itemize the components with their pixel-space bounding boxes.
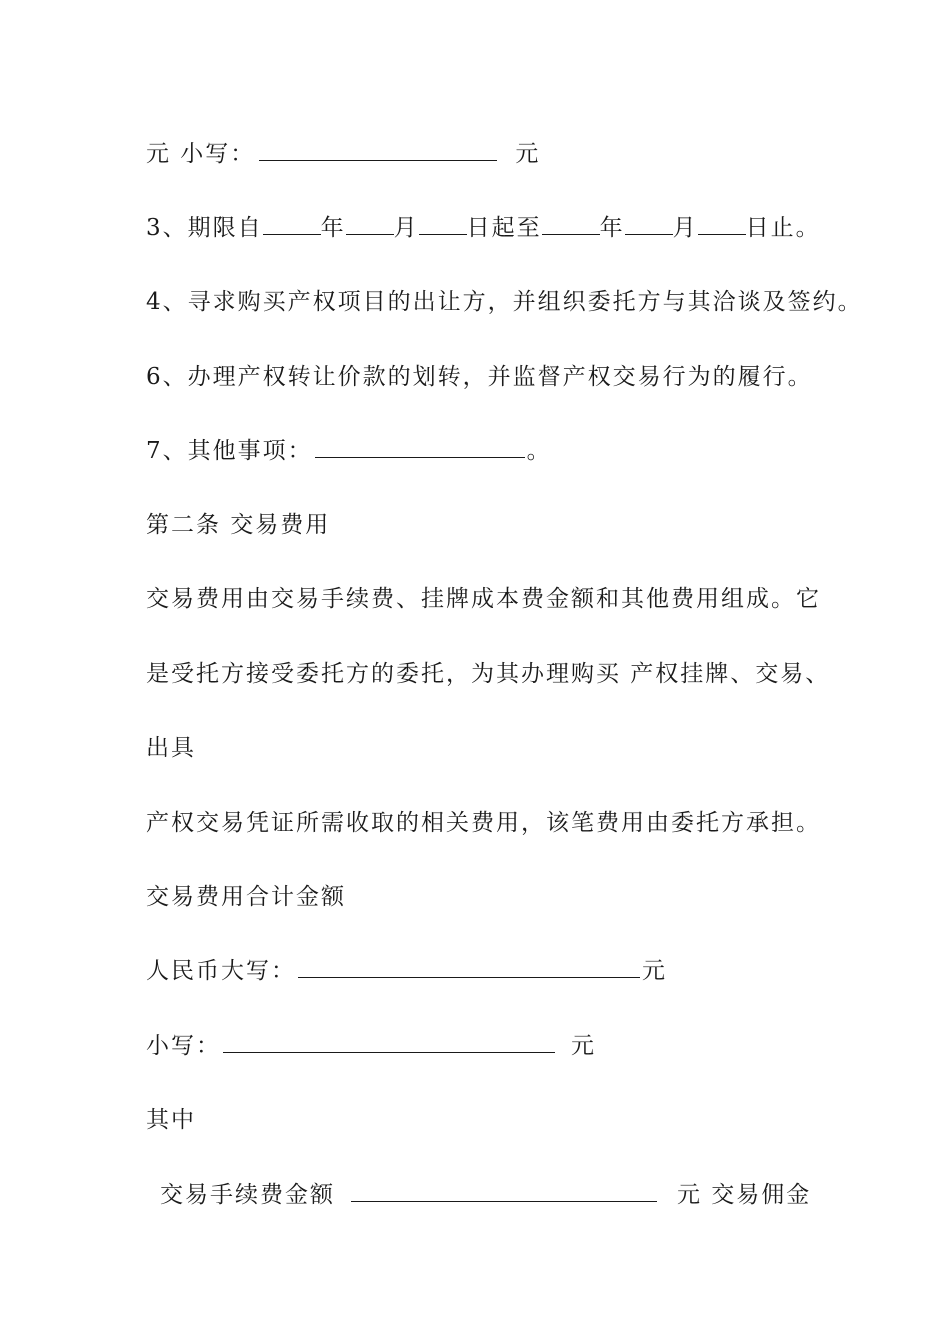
section-heading: 第二条 交易费用	[146, 512, 331, 538]
currency-unit: 元	[642, 958, 667, 984]
other-matters-label: 7、其他事项：	[146, 438, 313, 464]
amount-uppercase-blank[interactable]	[298, 957, 640, 978]
term-to-label: 日起至	[466, 215, 542, 241]
term-period-line	[146, 213, 821, 243]
clause-item-4: 4、寻求购买产权项目的出让方，并组织委托方与其洽谈及签约。	[146, 289, 863, 315]
amount-lowercase-line-2	[146, 1031, 596, 1061]
clause-item-6: 6、办理产权转让价款的划转，并监督产权交易行为的履行。	[146, 364, 813, 390]
amount-uppercase-label: 人民币大写：	[146, 958, 296, 984]
amount-lowercase-blank[interactable]	[223, 1032, 555, 1053]
year-label: 年	[320, 215, 346, 241]
start-month-blank[interactable]	[346, 214, 394, 235]
transaction-fee-line	[160, 1180, 811, 1210]
end-year-blank[interactable]	[542, 214, 600, 235]
currency-unit: 元	[515, 141, 541, 167]
paragraph-line: 交易费用由交易手续费、挂牌成本费金额和其他费用组成。它	[146, 586, 821, 612]
commission-label: 元 交易佣金	[677, 1182, 812, 1208]
paragraph-line: 产权交易凭证所需收取的相关费用，该笔费用由委托方承担。	[146, 810, 821, 836]
start-day-blank[interactable]	[419, 214, 467, 235]
year-label: 年	[599, 215, 625, 241]
term-end-label: 日止。	[745, 215, 821, 241]
currency-unit: 元	[571, 1033, 596, 1059]
total-fee-heading: 交易费用合计金额	[146, 884, 346, 910]
amount-uppercase-line	[146, 956, 667, 986]
amount-lowercase-blank[interactable]	[259, 140, 497, 161]
month-label: 月	[393, 215, 419, 241]
period-mark: 。	[526, 438, 552, 464]
amount-lowercase-label: 小写：	[146, 1033, 221, 1059]
term-start-label: 3、期限自	[146, 215, 263, 241]
transaction-fee-label: 交易手续费金额	[160, 1182, 335, 1208]
paragraph-line: 出具	[146, 735, 196, 761]
amount-lowercase-label: 元 小写：	[146, 141, 256, 167]
of-which-label: 其中	[146, 1107, 196, 1133]
clause-item-7	[146, 436, 552, 466]
end-day-blank[interactable]	[698, 214, 746, 235]
month-label: 月	[672, 215, 698, 241]
paragraph-line: 是受托方接受委托方的委托，为其办理购买 产权挂牌、交易、	[146, 661, 831, 687]
end-month-blank[interactable]	[625, 214, 673, 235]
other-matters-blank[interactable]	[315, 437, 525, 458]
start-year-blank[interactable]	[263, 214, 321, 235]
transaction-fee-blank[interactable]	[351, 1181, 657, 1202]
amount-lowercase-line	[146, 139, 540, 169]
